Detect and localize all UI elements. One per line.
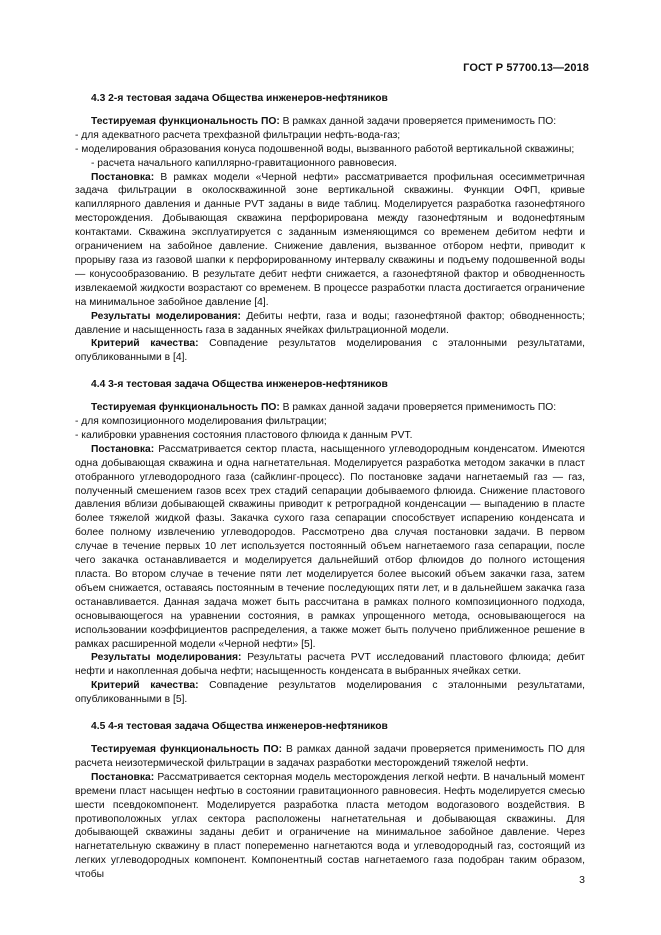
criterion-paragraph [75,337,585,365]
section-title: 4.5 4-я тестовая задача Общества инженеров-нефтяников [91,721,388,733]
setup-text: Рассматривается секторная модель месторождения легкой нефти. В начальный момент времени пласт насыщен нефтью в состоянии гравитационного равновесия. Нефть моделируется смесью шести псевдокомпонент. Моделируется разработка пласта методом водогазового воздействия. В противоположных углах сектора расположены нагнетательная и добывающая скважины. Для добывающей скважины заданы дебит и ограничение на минимальное забойное давление. Через нагнетательную скважину в пласт попеременно нагнетаются вода и углеводородный газ, состоящий из легких углеводородных компонент. Компонентный состав нагнетаемого газа подобран таким образом, чтобы [75,771,585,881]
functionality-text: В рамках данной задачи проверяется применимость ПО для расчета неизотермической фильтрации в задачах разработки месторождений тяжелой нефти. [75,743,585,769]
list-item: - для композиционного моделирования фильтрации; [75,416,327,428]
section-title: 4.3 2-я тестовая задача Общества инженеров-нефтяников [91,93,388,104]
setup-label: Постановка: [91,771,155,783]
results-text: Дебиты нефти, газа и воды; газонефтяной фактор; обводненность; давление и насыщенность газа в заданных ячейках фильтрационной модели. [75,310,585,336]
results-paragraph [75,651,585,679]
criterion-text: Совпадение результатов моделирования с эталонными результатами, опубликованными в [5]. [75,680,586,706]
list-item: - расчета начального капиллярно-гравитационного равновесия. [91,157,397,169]
functionality-paragraph [75,401,585,415]
results-label: Результаты моделирования: [91,652,242,664]
criterion-text: Совпадение результатов моделирования с эталонными результатами, опубликованными в [4]. [75,338,586,364]
setup-label: Постановка: [91,171,155,183]
document-body [75,92,585,882]
setup-text: В рамках модели «Черной нефти» рассматривается профильная осесимметричная задача фильтрации в околоскважинной зоне вертикальной скважины. Функции ОФП, кривые капиллярного давления и данные PVT заданы в виде таблиц. Моделируется разработка газонефтяного месторождения. Добывающая скважина перфорирована между газонефтяным и водонефтяным контактами. Скважина эксплуатируется с заданным изменяющимся со временем дебитом нефти и ограничением на забойное давление. Снижение давления, вызванное отбором нефти, приводит к прорыву газа из газовой шапки к перфорированному интервалу скважины и подъему подошвенной воды — конусообразованию. В результате дебит нефти снижается, а газонефтяной фактор и обводненность извлекаемой жидкости возрастают со временем. В процессе разработки пласта достигается ограничение на минимальное забойное давление [4]. [75,171,585,308]
setup-paragraph [75,171,585,310]
setup-label: Постановка: [91,443,155,455]
results-label: Результаты моделирования: [91,310,241,322]
setup-text: Рассматривается сектор пласта, насыщенного углеводородным конденсатом. Имеются одна добывающая скважина и одна нагнетательная. Моделируется разработка методом закачки в пласт отобранного углеводородного газа (сайклинг-процесс). По постановке задачи нагнетаемый газ — газ, полученный смешением газов всех трех стадий сепарации добываемого флюида. Снижение пластового давления вблизи добывающей скважины приводит к ретроградной конденсации — выпадению в пласте более тяжелой жидкой фазы. Закачка сухого газа сепарации способствует испарению конденсата и более полному извлечению углеводородов. Рассмотрено два случая постановки задачи. В первом случае в течение первых 10 лет используется постоянный объем нагнетаемого газа сепарации, после чего закачка останавливается и моделируется дальнейший отбор флюидов до полного истощения пласта. Во втором случае в течение пяти лет моделируется более высокий объем закачки газа, затем объем снижается, оставаясь постоянным в течение последующих пяти лет, и в дальнейшем закачка газа останавливается. Данная задача может быть рассчитана в рамках полного композиционного подхода, основывающегося на уравнении состояния, в рамках упрощенного метода, основывающегося на использовании коэффициентов распределения, а также может быть получено приближенное решение в рамках расширенной модели «Черной нефти» [5]. [75,443,585,650]
criterion-label: Критерий качества: [91,680,199,692]
list-item: - моделирования образования конуса подошвенной воды, вызванного работой вертикальной скважины; [75,143,575,155]
results-text: Результаты расчета PVT исследований пластового флюида; дебит нефти и накопленная добыча нефти; насыщенность конденсата в выбранных ячейках сетки. [75,652,585,678]
functionality-paragraph [75,115,585,129]
setup-paragraph [75,443,585,652]
functionality-paragraph [75,743,585,771]
functionality-label: Тестируемая функциональность ПО: [91,402,280,414]
functionality-label: Тестируемая функциональность ПО: [91,743,283,755]
criterion-paragraph [75,679,585,707]
list-item: - для адекватного расчета трехфазной фильтрации нефть-вода-газ; [75,129,401,141]
setup-paragraph [75,771,585,882]
functionality-text: В рамках данной задачи проверяется применимость ПО: [279,402,557,414]
functionality-text: В рамках данной задачи проверяется применимость ПО: [279,115,557,127]
page-number: 3 [579,874,585,886]
criterion-label: Критерий качества: [91,338,199,350]
results-paragraph [75,310,585,338]
section-title: 4.4 3-я тестовая задача Общества инженеров-нефтяников [91,379,388,391]
functionality-label: Тестируемая функциональность ПО: [91,115,280,127]
list-item: - калибровки уравнения состояния пластового флюида к данным PVT. [75,429,413,441]
document-header: ГОСТ Р 57700.13—2018 [463,62,589,74]
